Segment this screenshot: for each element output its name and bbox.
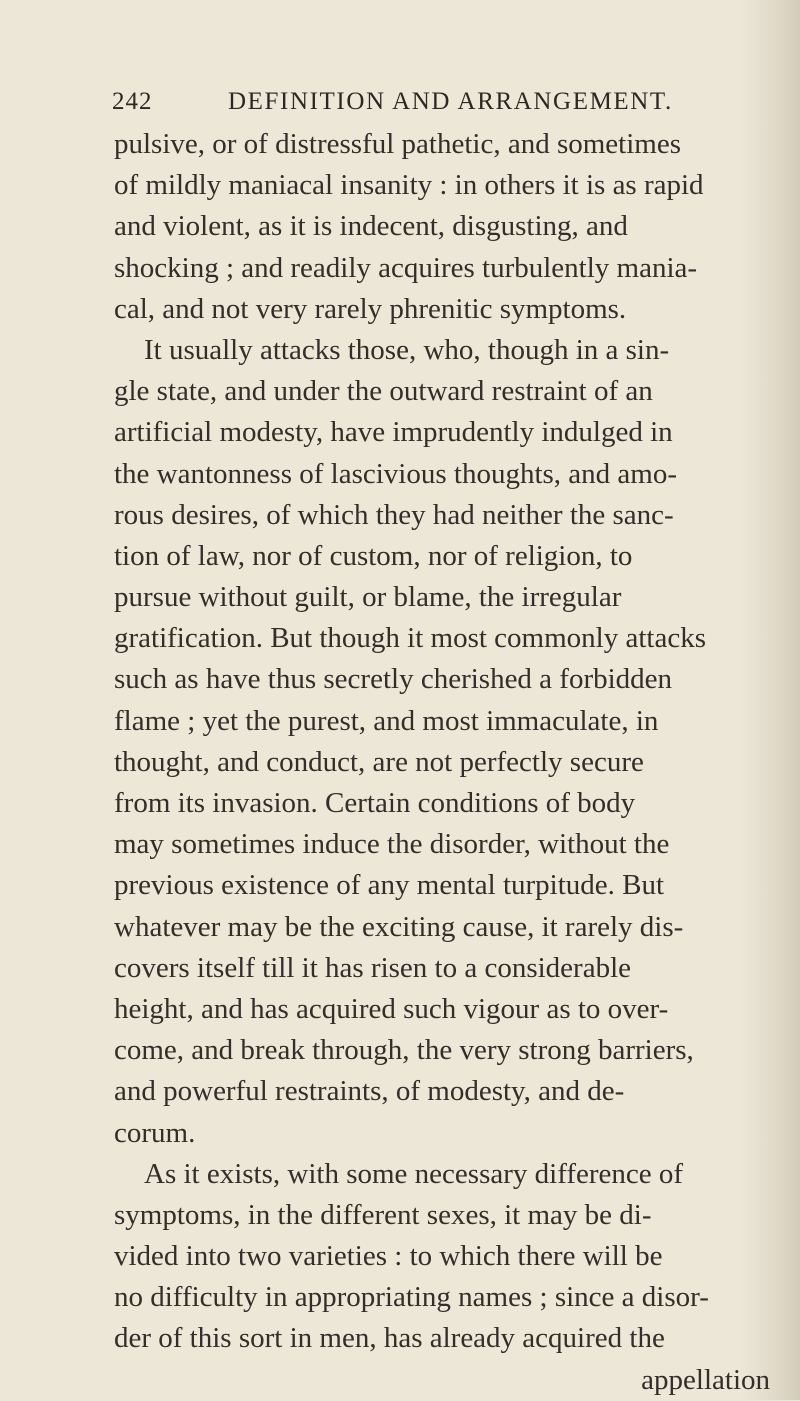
text-line: from its invasion. Certain conditions of body bbox=[114, 787, 636, 819]
text-line: may sometimes induce the disorder, without the bbox=[114, 828, 670, 861]
text-line: gratification. But though it most commonly attacks bbox=[114, 622, 706, 655]
running-head: DEFINITION AND ARRANGEMENT. bbox=[228, 88, 673, 115]
text-line: vided into two varieties : to which there will be bbox=[114, 1240, 663, 1273]
text-line: and violent, as it is indecent, disgusting, and bbox=[114, 210, 628, 243]
text-line: flame ; yet the purest, and most immaculate, in bbox=[114, 704, 659, 737]
text-line: symptoms, in the different sexes, it may be di- bbox=[114, 1198, 652, 1231]
catchword-line: appellation bbox=[641, 1363, 770, 1396]
text-line: tion of law, nor of custom, nor of religion, to bbox=[114, 539, 633, 572]
page-number: 242 bbox=[112, 88, 153, 115]
body-text bbox=[114, 124, 794, 1401]
text-line: and powerful restraints, of modesty, and de- bbox=[114, 1075, 625, 1108]
text-line: der of this sort in men, has already acquired the bbox=[114, 1322, 665, 1355]
text-line: artificial modesty, have imprudently indulged in bbox=[114, 416, 673, 449]
text-line: of mildly maniacal insanity : in others it is as rapid bbox=[114, 169, 704, 202]
text-line: the wantonness of lascivious thoughts, and amo- bbox=[114, 457, 677, 490]
text-line: such as have thus secretly cherished a forbidden bbox=[114, 663, 673, 696]
text-line: pursue without guilt, or blame, the irregular bbox=[114, 581, 622, 614]
text-line: whatever may be the exciting cause, it rarely dis- bbox=[114, 910, 684, 943]
text-line: corum. bbox=[114, 1116, 196, 1149]
text-line: covers itself till it has risen to a considerable bbox=[114, 951, 632, 984]
text-line: shocking ; and readily acquires turbulently mania- bbox=[114, 251, 698, 284]
text-line: pulsive, or of distressful pathetic, and sometimes bbox=[114, 128, 682, 160]
text-line: cal, and not very rarely phrenitic symptoms. bbox=[114, 292, 627, 325]
text-line: height, and has acquired such vigour as to over- bbox=[114, 992, 669, 1025]
paragraph-start-line: It usually attacks those, who, though in a sin- bbox=[144, 333, 670, 366]
text-line: previous existence of any mental turpitude. But bbox=[114, 869, 665, 902]
text-line: come, and break through, the very strong barriers, bbox=[114, 1034, 694, 1067]
text-line: no difficulty in appropriating names ; since a disor- bbox=[114, 1281, 709, 1314]
text-line: gle state, and under the outward restraint of an bbox=[114, 375, 653, 408]
text-line: rous desires, of which they had neither the sanc- bbox=[114, 498, 674, 531]
text-line: thought, and conduct, are not perfectly secure bbox=[114, 745, 644, 778]
paragraph-start-line: As it exists, with some necessary difference of bbox=[144, 1157, 684, 1190]
